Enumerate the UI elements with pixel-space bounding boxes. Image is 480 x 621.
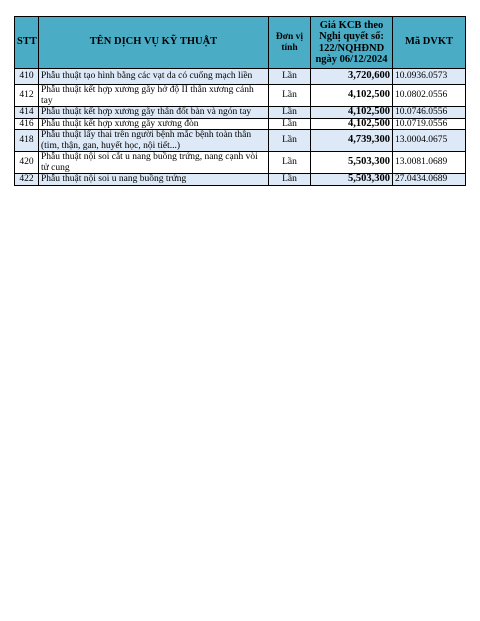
row-stt: 410 (15, 69, 39, 85)
header-service-name: TÊN DỊCH VỤ KỸ THUẬT (39, 17, 269, 69)
header-price-line4: ngày 06/12/2024 (315, 54, 388, 65)
row-price: 3,720,600 (311, 69, 393, 85)
header-price-line3: 122/NQHĐND (318, 42, 385, 54)
table-row (15, 130, 466, 152)
row-unit: Lần (269, 69, 311, 85)
row-unit: Lần (269, 107, 311, 119)
row-stt: 420 (15, 152, 39, 174)
service-price-table (14, 16, 466, 186)
row-code: 13.0004.0675 (393, 130, 466, 152)
table-row (15, 152, 466, 174)
header-price (311, 17, 393, 69)
row-price: 4,102,500 (311, 107, 393, 119)
row-unit: Lần (269, 85, 311, 107)
row-price: 4,739,300 (311, 130, 393, 152)
header-unit-line2: tính (281, 42, 298, 53)
row-stt: 418 (15, 130, 39, 152)
row-service-name: Phẫu thuật tạo hình bằng các vạt da có cuống mạch liền (39, 69, 269, 85)
row-service-name: Phẫu thuật kết hợp xương gãy thân đốt bàn và ngón tay (39, 107, 269, 119)
row-stt: 416 (15, 118, 39, 130)
row-code: 27.0434.0689 (393, 174, 466, 186)
table-row (15, 118, 466, 130)
header-code: Mã DVKT (393, 17, 466, 69)
row-service-name: Phẫu thuật nội soi cắt u nang buồng trứng, nang cạnh vòi tử cung (39, 152, 269, 174)
header-price-line1: Giá KCB theo (319, 19, 384, 31)
row-service-name: Phẫu thuật kết hợp xương gãy xương đòn (39, 118, 269, 130)
row-price: 4,102,500 (311, 85, 393, 107)
table-row (15, 174, 466, 186)
row-stt: 412 (15, 85, 39, 107)
table-header-row (15, 17, 466, 69)
row-stt: 422 (15, 174, 39, 186)
header-unit-line1: Đơn vị (275, 32, 304, 42)
row-unit: Lần (269, 152, 311, 174)
row-service-name: Phẫu thuật kết hợp xương gãy hở độ II thân xương cánh tay (39, 85, 269, 107)
row-code: 10.0746.0556 (393, 107, 466, 119)
row-price: 5,503,300 (311, 152, 393, 174)
header-unit (269, 17, 311, 69)
row-service-name: Phẫu thuật lấy thai trên người bệnh mắc bệnh toàn thân (tim, thận, gan, huyết học, nội tiết...) (39, 130, 269, 152)
row-code: 10.0936.0573 (393, 69, 466, 85)
row-code: 13.0081.0689 (393, 152, 466, 174)
table-row (15, 85, 466, 107)
row-service-name: Phẫu thuật nội soi u nang buồng trứng (39, 174, 269, 186)
price-table-sheet (14, 16, 466, 186)
row-unit: Lần (269, 130, 311, 152)
header-stt: STT (15, 17, 39, 69)
table-row (15, 107, 466, 119)
row-unit: Lần (269, 118, 311, 130)
row-price: 4,102,500 (311, 118, 393, 130)
table-row (15, 69, 466, 85)
row-stt: 414 (15, 107, 39, 119)
row-code: 10.0802.0556 (393, 85, 466, 107)
header-price-line2: Nghị quyết số: (319, 31, 384, 42)
row-price: 5,503,300 (311, 174, 393, 186)
row-code: 10.0719.0556 (393, 118, 466, 130)
row-unit: Lần (269, 174, 311, 186)
